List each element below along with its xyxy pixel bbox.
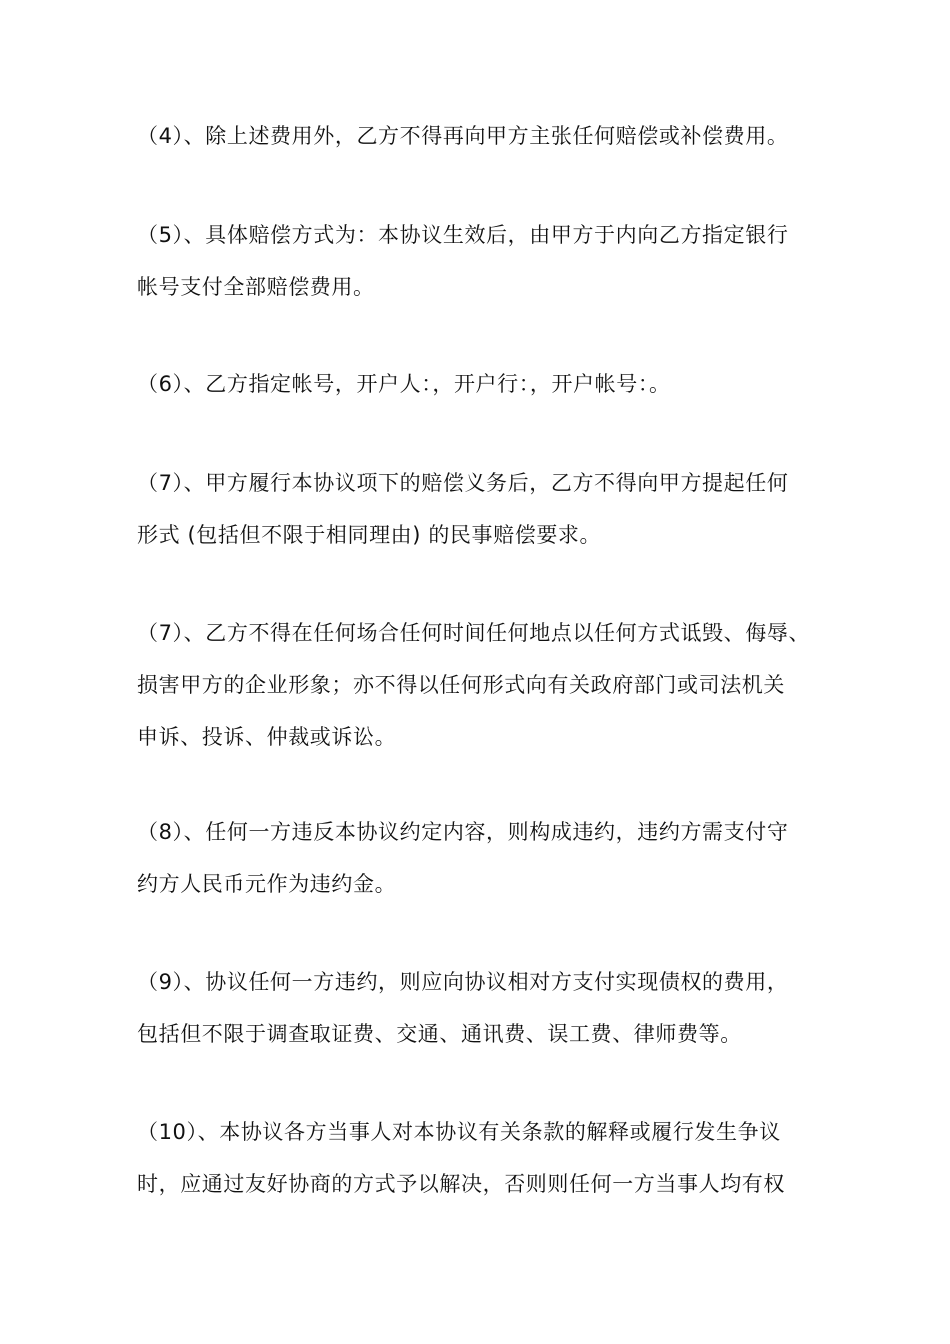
clause-line: （9）、协议任何一方违约，则应向协议相对方支付实现债权的费用， xyxy=(137,970,789,994)
clause-line: 形式 (包括但不限于相同理由) 的民事赔偿要求。 xyxy=(137,523,602,547)
clause-line: 申诉、投诉、仲裁或诉讼。 xyxy=(137,725,397,749)
clause-9 xyxy=(137,956,837,1060)
clause-5 xyxy=(137,209,837,313)
clause-7b xyxy=(137,607,837,763)
clause-line: 时，应通过友好协商的方式予以解决，否则则任何一方当事人均有权 xyxy=(137,1172,785,1196)
clause-line: （5）、具体赔偿方式为：本协议生效后，由甲方于内向乙方指定银行 xyxy=(137,223,789,247)
clause-line: （10）、本协议各方当事人对本协议有关条款的解释或履行发生争议 xyxy=(137,1120,781,1144)
clause-line: （7）、乙方不得在任何场合任何时间任何地点以任何方式诋毁、侮辱、 xyxy=(137,621,811,645)
clause-line: （6）、乙方指定帐号，开户人：，开户行：，开户帐号：。 xyxy=(137,372,671,396)
clause-line: 帐号支付全部赔偿费用。 xyxy=(137,275,375,299)
clause-line: （8）、任何一方违反本协议约定内容，则构成违约，违约方需支付守 xyxy=(137,820,789,844)
clause-line: 包括但不限于调查取证费、交通、通讯费、误工费、律师费等。 xyxy=(137,1022,742,1046)
clause-7a xyxy=(137,457,837,561)
clause-line: （7）、甲方履行本协议项下的赔偿义务后，乙方不得向甲方提起任何 xyxy=(137,471,789,495)
clause-line: （4）、除上述费用外，乙方不得再向甲方主张任何赔偿或补偿费用。 xyxy=(137,124,789,148)
clause-8 xyxy=(137,806,837,910)
clause-line: 约方人民币元作为违约金。 xyxy=(137,872,397,896)
clause-10 xyxy=(137,1106,837,1210)
clause-4 xyxy=(137,110,837,162)
clause-6 xyxy=(137,358,837,410)
clause-line: 损害甲方的企业形象；亦不得以任何形式向有关政府部门或司法机关 xyxy=(137,673,785,697)
